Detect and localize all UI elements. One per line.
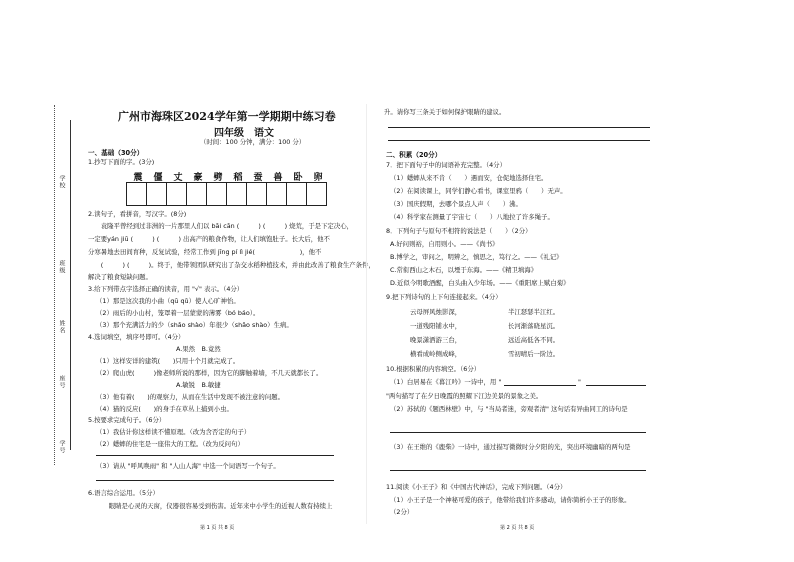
q6-answer-line-1[interactable] (388, 127, 650, 128)
margin-label-id: 学号 (58, 440, 65, 454)
q4-prompt: 4.选词填空，填序号即可。（4分） (88, 333, 185, 341)
q1-char: 卧 (293, 173, 303, 183)
q4-item-3[interactable]: （3）他有着( )的观察力，从而在生活中发现不被注意的问题。 (96, 393, 284, 401)
exam-grade: 四年级 语文 (214, 128, 274, 139)
q3-prompt: 3.给下列带点字选择正确的读音，用 "√" 表示。（4分） (88, 285, 244, 293)
q2-line-3: 分寒暑地去田间育种，反复试验，经常工作到 jīng pí lì jié( )，他不 (88, 248, 322, 256)
binding-line (54, 105, 55, 465)
q10-blank-2[interactable] (390, 432, 646, 433)
q10-item-2: （2）苏轼的《题西林壁》中，与 "当局者迷，旁观者清" 这句话有异曲同工的诗句是 (390, 405, 628, 413)
q9-right-list (508, 308, 559, 359)
margin-label-name: 姓名 (58, 320, 65, 334)
q4-options-1: A.果然 B.竟然 (176, 345, 221, 353)
q7-item-1[interactable]: （1）蟋蟀从来不肯（ ）遇而安，仓促地选择住宅。 (390, 174, 548, 182)
q7-prompt: 7．把下面句子中的词语补充完整。（4分） (386, 161, 506, 169)
q1-char: 丈 (173, 173, 183, 183)
q9-right-item[interactable]: 长河渐落晓星沉。 (508, 322, 560, 330)
margin-label-class: 班级 (58, 260, 65, 274)
margin-label-school: 学校 (58, 175, 65, 189)
q10-blank-1a[interactable] (504, 385, 576, 386)
margin-label-seat: 座号 (58, 375, 65, 389)
q5-answer-line-2[interactable] (96, 480, 334, 481)
q3-item-2[interactable]: （2）雨后的小山村，笼罩着一层蒙蒙的薄雾（bó báo）。 (96, 309, 260, 317)
section-2-heading: 二、积累（20分） (386, 151, 442, 159)
q10-item-1: （1）白居易在《暮江吟》一诗中，用 " (390, 378, 502, 386)
q5-prompt: 5.按要求完成句子。（6分） (88, 416, 166, 424)
q10-item-1-cont: "两句描写了在夕日晚霞的照耀下江边美景的景象之美。 (386, 392, 543, 400)
q4-item-4[interactable]: （4）猫的反应( )的身手在草丛上捕到小虫。 (96, 405, 233, 413)
section-1-heading: 一、基础（30分） (88, 149, 144, 157)
q8-option-c: C.常衔西山之木石，以堙于东海。——《精卫填海》 (390, 266, 538, 274)
q10-item-3: （3）在王维的《鹿柴》一诗中，通过描写微微时分夕阳的光，突出环境幽暗的两句是 (390, 443, 631, 451)
q7-item-3[interactable]: （3）国庆假期，去哪个景点人声（ ）沸。 (390, 200, 522, 208)
q6-answer-line-2[interactable] (388, 140, 650, 141)
q5-item-3: （3）请从 "呼风唤雨" 和 "人山人海" 中选一个词语写一个句子。 (96, 462, 280, 470)
q2-line-2: 一定要yán jiū ( ) ( ) 出高产的粮食作物，让人们填饱肚子。长大后，他不 (88, 235, 330, 243)
q5-item-2: （2）蟋蟀的住宅是一座伟大的工程。（改为反问句） (96, 440, 244, 448)
q10-quote: " (578, 378, 581, 386)
q1-char: 豪 (193, 173, 203, 183)
q2-line-4: ( ) ( )。终于，他带领团队研究出了杂交水稻种植技术，并由此改善了粮食生产条件， (88, 261, 375, 269)
q3-item-1[interactable]: （1）那是这次我的小曲（qū qǔ）使人心旷神怡。 (96, 297, 240, 305)
q3-item-3[interactable]: （3）那个充满活力的少（shǎo shào）年很少（shǎo shào）生病。 (96, 321, 293, 329)
q4-options-2: A.敏锐 B.敏捷 (176, 381, 221, 389)
q1-char: 卵 (313, 173, 323, 183)
page-footer-right: 第 2 页 共 8 页 (500, 525, 535, 531)
q8-option-b: B.博学之，审问之，明辨之，慎思之，笃行之。——《礼记》 (390, 253, 563, 261)
q4-item-1[interactable]: （1）这样安详的建筑( )只用十个月就完成了。 (96, 357, 240, 365)
column-divider (366, 104, 367, 524)
q4-item-2[interactable]: （2）爬山虎( )像老师所说的那样，因为它的脚触着墙，不几天就都长了。 (96, 369, 323, 377)
q2-line-5: 解决了粮食短缺问题。 (88, 273, 152, 281)
q1-char: 劈 (213, 173, 223, 183)
q9-right-item[interactable]: 半江瑟瑟半江红。 (508, 308, 560, 316)
q1-char: 兽 (273, 173, 283, 183)
q2-prompt: 2.读句子，看拼音，写汉字。(8分) (88, 210, 187, 218)
q5-item-1: （1）我估计你这样读不懂原理。（改为含否定的句子） (96, 428, 251, 436)
q8-option-a: A.好问则裕，自用则小。——《尚书》 (390, 240, 499, 248)
q1-writing-boxes[interactable] (126, 182, 326, 206)
q1-char: 稻 (233, 173, 243, 183)
exam-time: （时间：100 分钟，满分：100 分） (200, 138, 306, 146)
exam-title: 广州市海珠区2024学年第一学期期中练习卷 (118, 110, 336, 123)
q6-text: 眼睛是心灵的天窗，仪器很容易受到伤害。近年来中小学生的近视人数有持续上 (96, 502, 333, 510)
q10-blank-1b[interactable] (586, 385, 646, 386)
q6-prompt: 6.语言综合运用。（5分） (88, 489, 159, 497)
q8-prompt: 8．下列句子与原句不相符的说法是（ ）（2分） (386, 227, 532, 235)
q1-char: 蚕 (253, 173, 263, 183)
q11-item-1: （1）小王子是一个神秘可爱的孩子，他带给我们许多感动，请你简析小王子的形象。 (390, 496, 631, 504)
q11-prompt: 11.阅读《小王子》和《中国古代神话》，完成下列问题。（4分） (386, 483, 567, 491)
q10-blank-3[interactable] (390, 470, 646, 471)
q7-item-4[interactable]: （4）科学家在测量了宇宙七（ ）八地拉了许多绳子。 (390, 213, 554, 221)
q1-prompt: 1.抄写下面的字。(3分) (88, 158, 155, 166)
q9-left-item[interactable]: 一道残阳铺水中， (410, 322, 462, 330)
q9-right-item[interactable]: 远近高低各不同。 (508, 336, 560, 344)
q9-left-item[interactable]: 云母屏风烛影深， (410, 308, 462, 316)
q6-continued: 升。请你写三条关于如何保护眼睛的建议。 (384, 108, 506, 116)
q5-answer-line-1[interactable] (96, 455, 334, 456)
q9-left-item[interactable]: 晚景潇洒游三台， (410, 336, 462, 344)
q9-left-list (410, 308, 461, 359)
q9-right-item[interactable]: 雪初晴后一阶边。 (508, 350, 560, 358)
q8-option-d: D.近似今明歌酒醒，白头曲入少年场。——《重阳席上赋白菊》 (390, 279, 570, 287)
q1-char: 震 (133, 173, 143, 183)
q7-item-2[interactable]: （2）在阅读课上，同学们静心看书，课室里鸦（ ）无声。 (390, 187, 567, 195)
page-footer-left: 第 1 页 共 8 页 (200, 525, 235, 531)
q9-prompt: 9.把下列诗句的上下句连接起来。（4分） (386, 293, 502, 301)
margin-write-line[interactable] (70, 120, 77, 450)
q9-left-item[interactable]: 横看成岭侧成峰， (410, 350, 462, 358)
q10-prompt: 10.根据积累的内容填空。（6分） (386, 365, 481, 373)
q1-char: 僵 (153, 173, 163, 183)
q11-item-1-points: （2分） (390, 508, 414, 516)
q2-line-1: 袁隆平曾经到过非洲的一片那里人们以 bāi cān ( ) ( ) 烧荒，于是下定决心， (88, 222, 354, 230)
